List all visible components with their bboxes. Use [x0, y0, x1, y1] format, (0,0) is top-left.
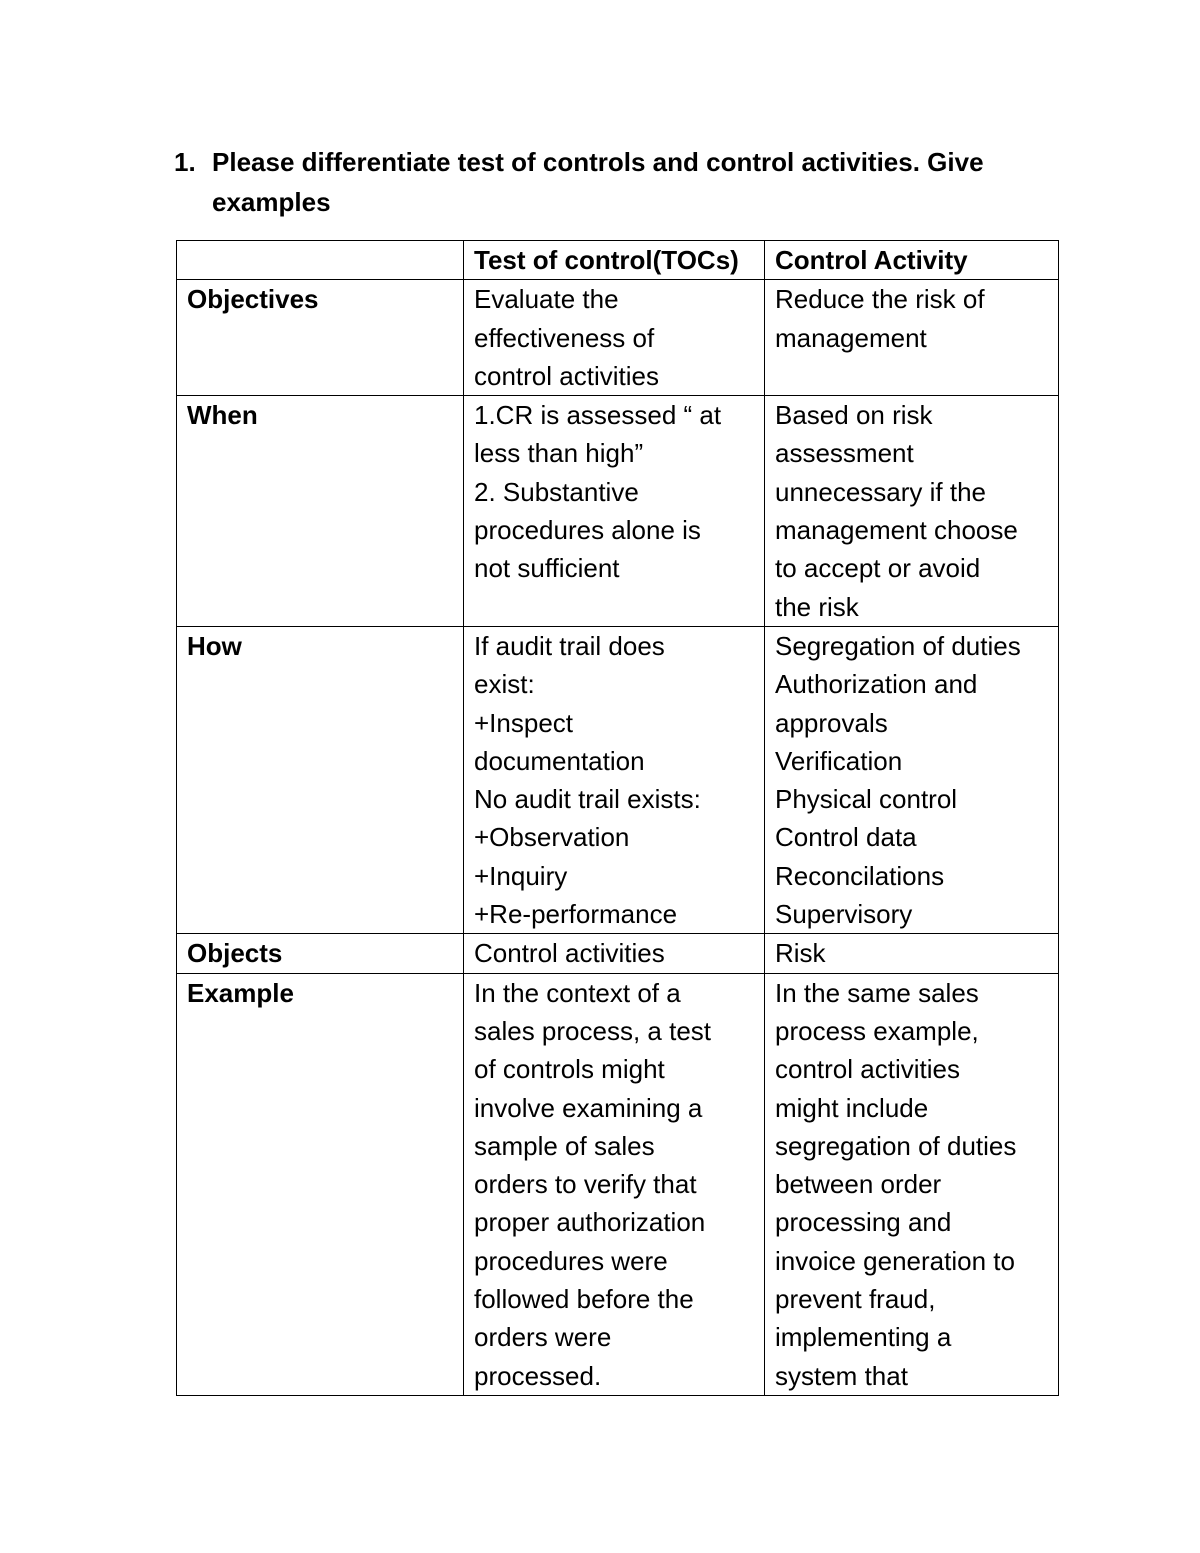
cell-line: sales process, a test: [474, 1015, 711, 1046]
table-row: [177, 396, 1059, 627]
cell-line: orders to verify that: [474, 1169, 697, 1200]
cell-line: No audit trail exists:: [474, 784, 701, 815]
table-row: [177, 973, 1059, 1395]
cell-line: unnecessary if the: [775, 476, 987, 507]
cell-test-of-control: [464, 280, 765, 396]
cell-test-of-control: [464, 934, 765, 973]
row-label-objects: Objects: [177, 934, 464, 973]
table-row: [177, 626, 1059, 933]
cell-line: not sufficient: [474, 553, 620, 584]
cell-line: documentation: [474, 745, 645, 776]
question-text: [212, 142, 1054, 222]
cell-line: might include: [775, 1092, 929, 1123]
cell-line: Control activities: [474, 938, 665, 969]
cell-line: If audit trail does: [474, 630, 665, 661]
cell-line: of controls might: [474, 1054, 665, 1085]
cell-line: 2. Substantive: [474, 476, 639, 507]
table-row: [177, 280, 1059, 396]
row-label-objectives: Objectives: [177, 280, 464, 396]
cell-line: Supervisory: [775, 899, 913, 930]
header-cell-empty: [177, 241, 464, 280]
cell-line: exist:: [474, 669, 535, 700]
cell-line: processing and: [775, 1207, 952, 1238]
cell-line: assessment: [775, 438, 914, 469]
header-cell-test-of-control: Test of control(TOCs): [464, 241, 765, 280]
cell-line: orders were: [474, 1322, 612, 1353]
cell-test-of-control: [464, 396, 765, 627]
cell-line: sample of sales: [474, 1130, 655, 1161]
cell-line: management choose: [775, 515, 1018, 546]
cell-line: between order: [775, 1169, 942, 1200]
cell-line: Reconcilations: [775, 860, 945, 891]
cell-line: implementing a: [775, 1322, 952, 1353]
cell-control-activity: [765, 396, 1059, 627]
cell-line: management: [775, 322, 927, 353]
cell-line: invoice generation to: [775, 1245, 1015, 1276]
cell-line: Authorization and: [775, 669, 978, 700]
cell-control-activity: [765, 973, 1059, 1395]
cell-test-of-control: [464, 973, 765, 1395]
cell-line: Physical control: [775, 784, 958, 815]
cell-line: Based on risk: [775, 400, 933, 431]
cell-control-activity: [765, 934, 1059, 973]
cell-line: the risk: [775, 591, 859, 622]
cell-line: Control data: [775, 822, 917, 853]
row-label-example: Example: [177, 973, 464, 1395]
cell-line: control activities: [775, 1054, 960, 1085]
cell-line: process example,: [775, 1015, 979, 1046]
cell-line: less than high”: [474, 438, 644, 469]
cell-control-activity: [765, 280, 1059, 396]
cell-line: +Inspect: [474, 707, 574, 738]
cell-line: approvals: [775, 707, 888, 738]
cell-line: 1.CR is assessed “ at: [474, 400, 722, 431]
cell-line: +Inquiry: [474, 860, 568, 891]
question-number: 1.: [174, 147, 196, 177]
question-text-line: examples: [212, 187, 331, 217]
row-label-how: How: [177, 626, 464, 933]
cell-line: In the context of a: [474, 977, 681, 1008]
question-text-line: Please differentiate test of controls and control activities. Give: [212, 147, 984, 177]
cell-line: to accept or avoid: [775, 553, 981, 584]
table-header-row: [177, 241, 1059, 280]
cell-line: processed.: [474, 1360, 602, 1391]
cell-line: procedures were: [474, 1245, 668, 1276]
cell-line: +Re-performance: [474, 899, 678, 930]
cell-line: Reduce the risk of: [775, 284, 985, 315]
cell-control-activity: [765, 626, 1059, 933]
cell-line: Evaluate the: [474, 284, 619, 315]
comparison-table: [176, 240, 1059, 1396]
question-heading: [174, 142, 1054, 222]
cell-line: Risk: [775, 938, 826, 969]
cell-line: proper authorization: [474, 1207, 706, 1238]
table-row: [177, 934, 1059, 973]
cell-line: +Observation: [474, 822, 630, 853]
cell-line: effectiveness of: [474, 322, 655, 353]
cell-test-of-control: [464, 626, 765, 933]
row-label-when: When: [177, 396, 464, 627]
cell-line: prevent fraud,: [775, 1284, 936, 1315]
cell-line: control activities: [474, 360, 659, 391]
cell-line: involve examining a: [474, 1092, 703, 1123]
cell-line: followed before the: [474, 1284, 694, 1315]
cell-line: Verification: [775, 745, 903, 776]
cell-line: procedures alone is: [474, 515, 701, 546]
cell-line: segregation of duties: [775, 1130, 1017, 1161]
cell-line: system that: [775, 1360, 908, 1391]
cell-line: In the same sales: [775, 977, 979, 1008]
header-cell-control-activity: Control Activity: [765, 241, 1059, 280]
cell-line: Segregation of duties: [775, 630, 1021, 661]
